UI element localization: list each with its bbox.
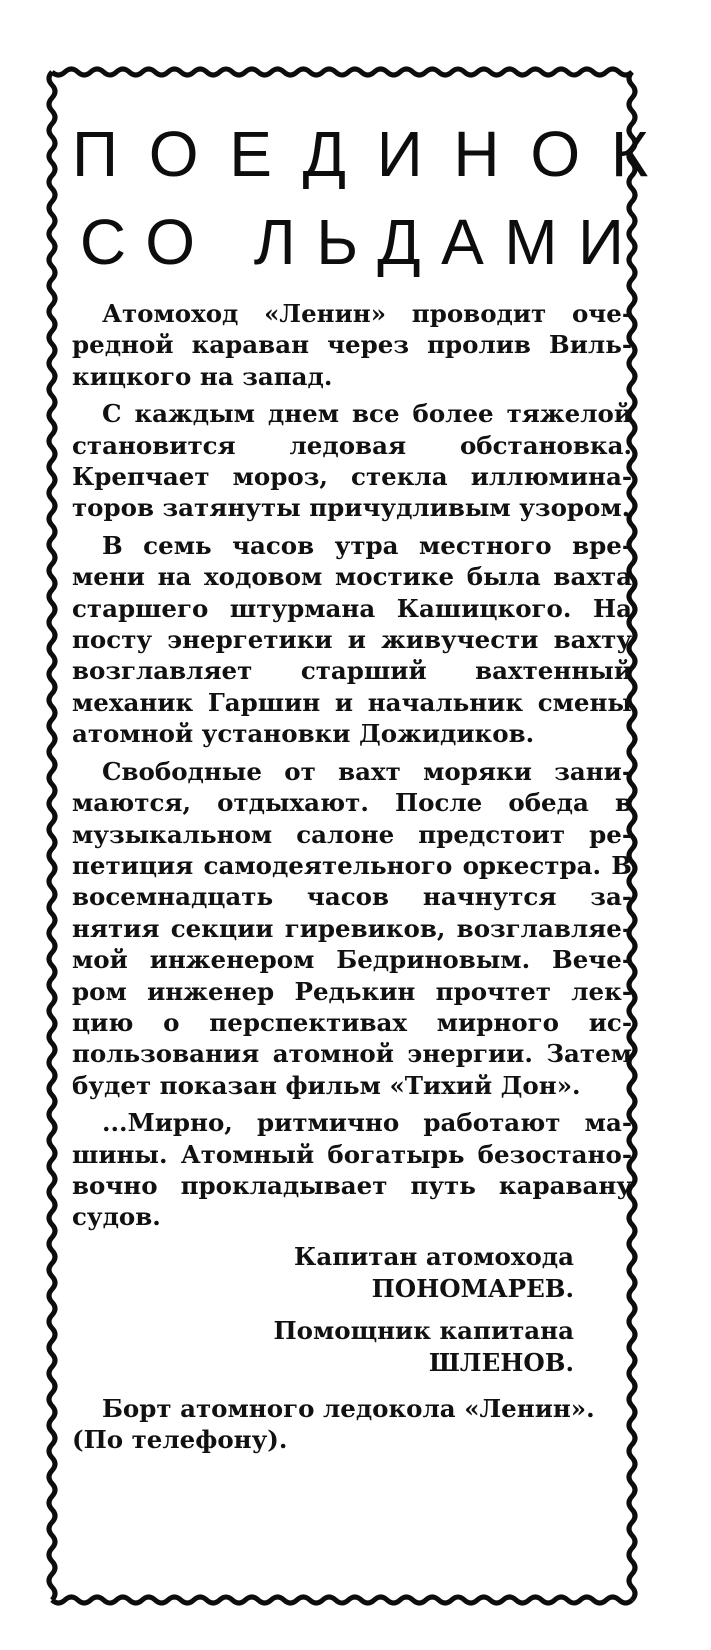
article-body bbox=[72, 298, 632, 1233]
signature-block bbox=[72, 1241, 632, 1379]
paragraph-leisure: Свободные от вахт моряки занимаются, отдыхают. После обеда в музыкальном салоне предстоит репетиция самодеятельного оркестра. В восемнадцать часов начнутся занятия секции гиревиков, возглавляемой инженером Бедриновым. Вечером инженер Редькин прочтет лекцию о перспективах мирного использования атомной энергии. Затем будет показан фильм «Тихий Дон». bbox=[72, 756, 632, 1100]
wavy-border-top bbox=[52, 69, 632, 75]
dateline bbox=[72, 1393, 632, 1455]
paragraph-watch: В семь часов утра местного времени на ходовом мостике была вахта старшего штурмана Кашицкого. На посту энергетики и живучести вахту возглавляет старший вахтенный механик Гаршин и начальник смены атомной установки Дожидиков. bbox=[72, 530, 632, 749]
title-line-1: ПОЕДИНОК bbox=[72, 118, 679, 190]
wavy-border-left bbox=[49, 72, 55, 1600]
article-title bbox=[72, 110, 679, 286]
signature-name-assistant: ШЛЕНОВ. bbox=[428, 1347, 574, 1377]
signature-role-assistant: Помощник капитана bbox=[273, 1315, 574, 1345]
wavy-border-bottom bbox=[52, 1597, 632, 1603]
signature-role-captain: Капитан атомохода bbox=[294, 1241, 574, 1271]
paragraph-machines: ...Мирно, ритмично работают машины. Атомный богатырь безостановочно прокладывает путь каравану судов. bbox=[72, 1108, 632, 1232]
signature-name-captain: ПОНОМАРЕВ. bbox=[371, 1273, 574, 1303]
newspaper-article bbox=[72, 110, 679, 1455]
title-line-2: СО ЛЬДАМИ bbox=[79, 206, 645, 278]
dateline-source: Борт атомного ледокола «Ленин». bbox=[102, 1393, 595, 1423]
dateline-method: (По телефону). bbox=[72, 1424, 288, 1454]
paragraph-convoy: Атомоход «Ленин» проводит очередной караван через пролив Вилькицкого на запад. bbox=[72, 299, 632, 391]
paragraph-ice: С каждым днем все более тяжелой становится ледовая обстановка. Крепчает мороз, стекла иллюминаторов затянуты причудливым узором. bbox=[72, 399, 632, 523]
